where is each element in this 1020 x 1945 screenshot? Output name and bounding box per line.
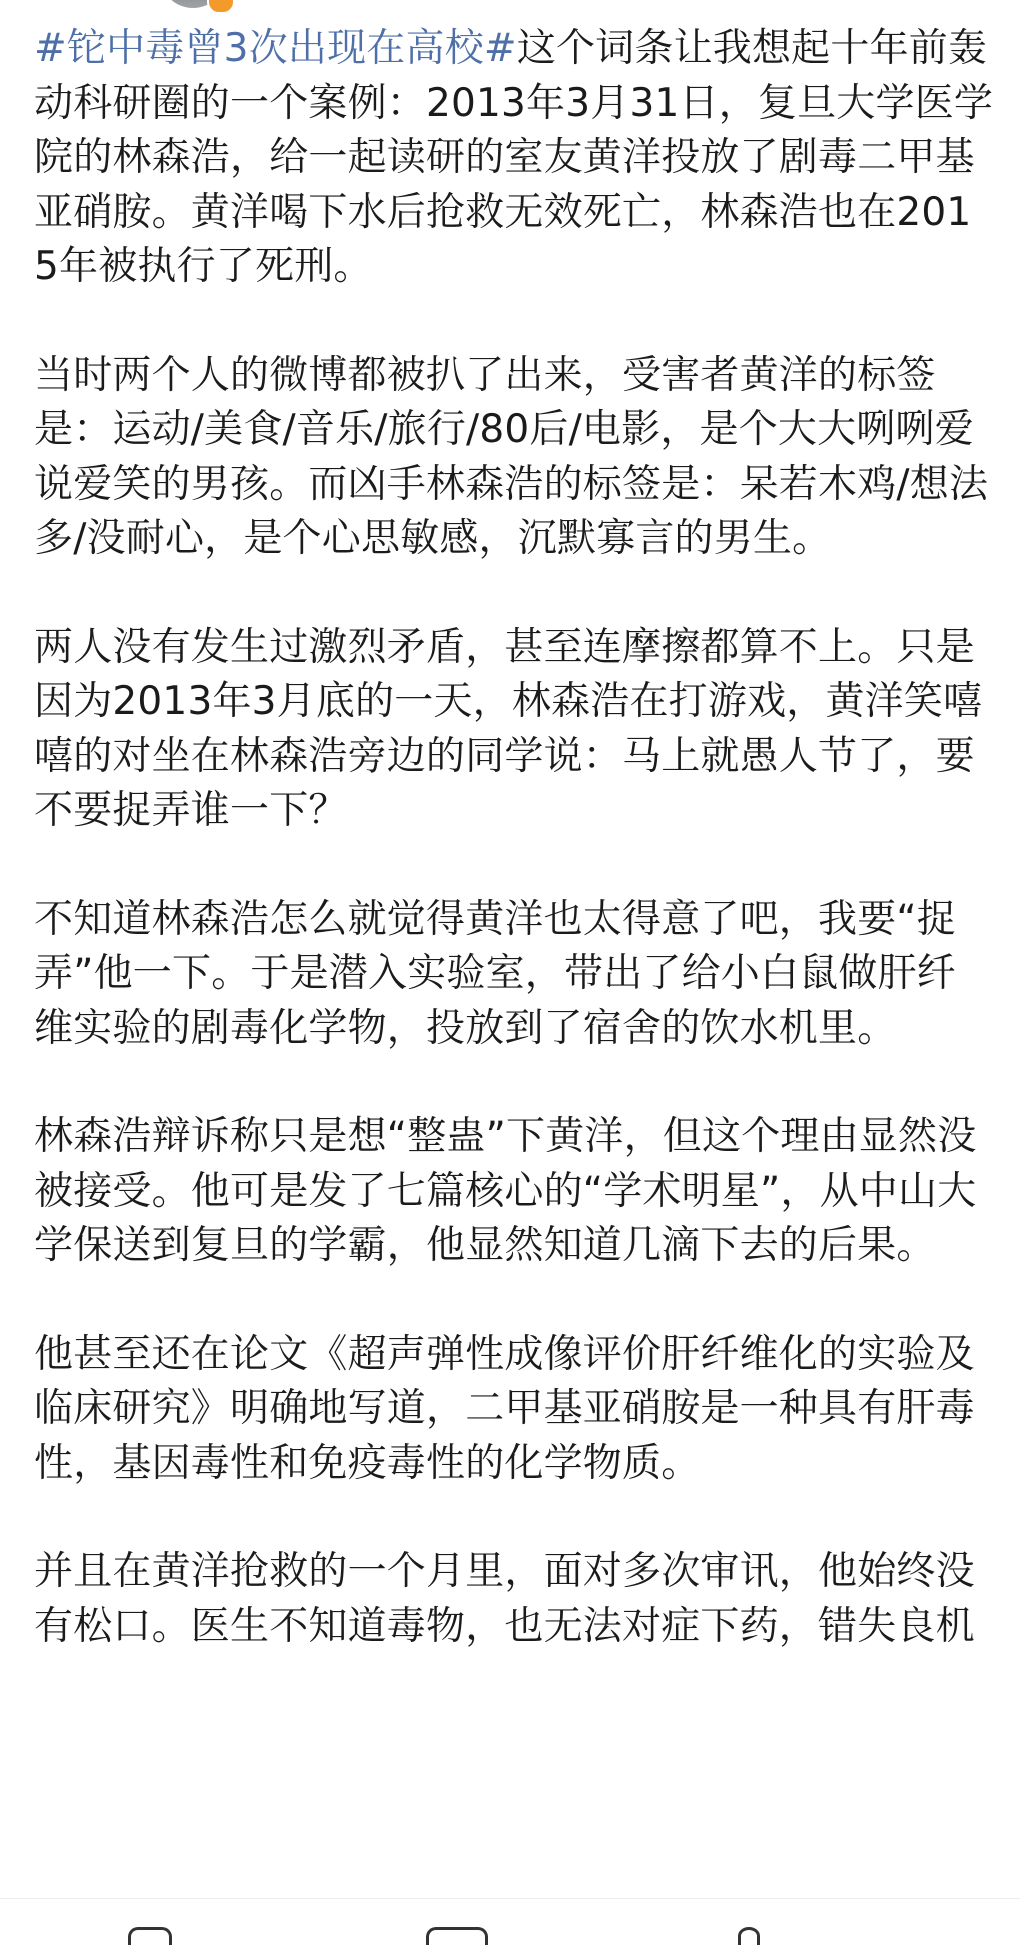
verified-badge-icon — [207, 0, 235, 14]
post-paragraph-1 — [34, 22, 994, 295]
post-paragraph-6: 他甚至还在论文《超声弹性成像评价肝纤维化的实验及临床研究》明确地写道，二甲基亚硝胺是一种具有肝毒性，基因毒性和免疫毒性的化学物质。 — [34, 1331, 975, 1486]
post-paragraph-7: 并且在黄洋抢救的一个月里，面对多次审讯，他始终没有松口。医生不知道毒物，也无法对症下药，错失良机 — [34, 1549, 975, 1649]
post-paragraph-5: 林森浩辩诉称只是想“整蛊”下黄洋，但这个理由显然没被接受。他可是发了七篇核心的“学术明星”，从中山大学保送到复旦的学霸，他显然知道几滴下去的后果。 — [34, 1114, 977, 1268]
repost-icon[interactable] — [128, 1927, 172, 1945]
post-header — [0, 0, 1020, 22]
bottom-action-bar — [0, 1898, 1020, 1945]
comment-icon[interactable] — [426, 1927, 488, 1945]
post-paragraph-2: 当时两个人的微博都被扒了出来，受害者黄洋的标签是：运动/美食/音乐/旅行/80后/电影，是个大大咧咧爱说爱笑的男孩。而凶手林森浩的标签是：呆若木鸡/想法多/没耐心，是个心思敏感，沉默寡言的男生。 — [34, 352, 989, 561]
post-body — [34, 22, 994, 1898]
post-paragraph-3: 两人没有发生过激烈矛盾，甚至连摩擦都算不上。只是因为2013年3月底的一天，林森浩在打游戏，黄洋笑嘻嘻的对坐在林森浩旁边的同学说：马上就愚人节了，要不要捉弄谁一下？ — [34, 624, 983, 833]
like-icon[interactable] — [738, 1927, 760, 1945]
hashtag-link[interactable]: #铊中毒曾3次出现在高校# — [34, 26, 517, 71]
paragraph-text: 这个词条让我想起十年前轰动科研圈的一个案例：2013年3月31日，复旦大学医学院的林森浩，给一起读研的室友黄洋投放了剧毒二甲基亚硝胺。黄洋喝下水后抢救无效死亡，林森浩也在2015年被执行了死刑。 — [34, 26, 994, 289]
post-paragraph-4: 不知道林森浩怎么就觉得黄洋也太得意了吧，我要“捉弄”他一下。于是潜入实验室，带出了给小白鼠做肝纤维实验的剧毒化学物，投放到了宿舍的饮水机里。 — [34, 896, 957, 1051]
